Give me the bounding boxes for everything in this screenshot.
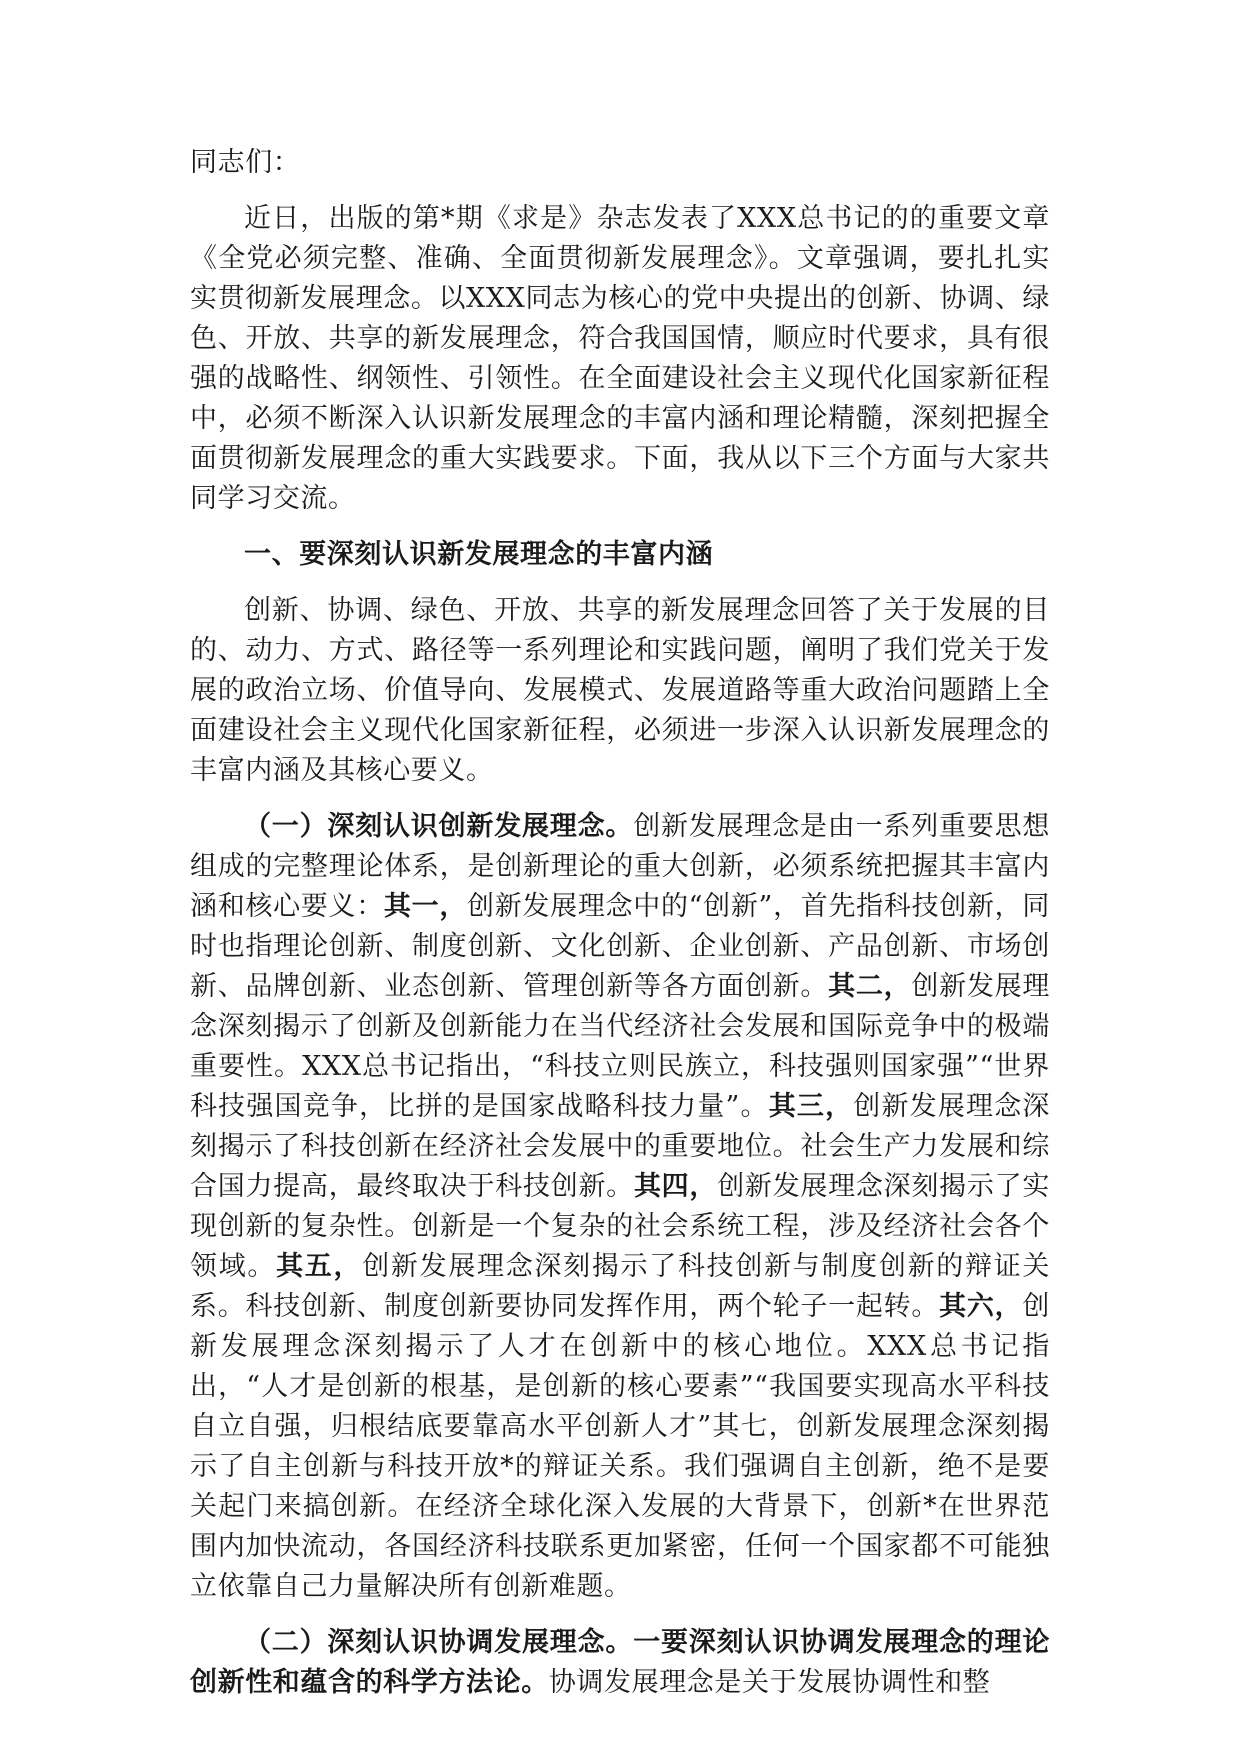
greeting: 同志们： — [190, 147, 301, 178]
document-page — [190, 143, 1050, 1719]
point-label: 其五， — [276, 1251, 363, 1282]
text-run: 创新发展理念深刻揭示了科技创新与制度创新的辩证关系。科技创新、制度创新要协同发挥作用，两个轮子一起转。 — [190, 1251, 1050, 1322]
point-label: 其六， — [939, 1291, 1023, 1322]
section-1-paragraph: 创新、协调、绿色、开放、共享的新发展理念回答了关于发展的目的、动力、方式、路径等一系列理论和实践问题，阐明了我们党关于发展的政治立场、价值导向、发展模式、发展道路等重大政治问题踏上全面建设社会主义现代化国家新征程，必须进一步深入认识新发展理念的丰富内涵及其核心要义。 — [190, 595, 1050, 786]
text-run: 创新发展理念是由一系列重要思想组成的完整理论体系，是创新理论的重大创新，必须系统把握其丰富内涵和核心要义： — [190, 811, 1050, 922]
point-label: 其四， — [633, 1171, 718, 1202]
text-run: 协调发展理念是关于发展协调性和整 — [548, 1667, 991, 1698]
text-run: 创新发展理念深刻揭示了实现创新的复杂性。创新是一个复杂的社会系统工程，涉及经济社会各个领域。 — [190, 1171, 1050, 1282]
subsection-1-paragraph — [190, 807, 1050, 1607]
section-heading-1: 一、要深刻认识新发展理念的丰富内涵 — [244, 539, 714, 570]
subsection-1-heading: （一）深刻认识创新发展理念。 — [244, 811, 634, 842]
text-run: 创新发展理念深刻揭示了人才在创新中的核心地位。XXX总书记指出，“人才是创新的根基，是创新的核心要素”“我国要实现高水平科技自立自强，归根结底要靠高水平创新人才”其七，创新发展理念深刻揭示了自主创新与科技开放*的辩证关系。我们强调自主创新，绝不是要关起门来搞创新。在经济全球化深入发展的大背景下，创新*在世界范围内加快流动，各国经济科技联系更加紧密，任何一个国家都不可能独立依靠自己力量解决所有创新难题。 — [190, 1291, 1050, 1602]
subsection-2-heading: （二）深刻认识协调发展理念。一要深刻认识协调发展理念的理论创新性和蕴含的科学方法论。 — [190, 1627, 1050, 1698]
point-label: 其二， — [828, 971, 912, 1002]
intro-paragraph: 近日，出版的第*期《求是》杂志发表了XXX总书记的的重要文章《全党必须完整、准确、全面贯彻新发展理念》。文章强调，要扎扎实实贯彻新发展理念。以XXX同志为核心的党中央提出的创新、协调、绿色、开放、共享的新发展理念，符合我国国情，顺应时代要求，具有很强的战略性、纲领性、引领性。在全面建设社会主义现代化国家新征程中，必须不断深入认识新发展理念的丰富内涵和理论精髓，深刻把握全面贯彻新发展理念的重大实践要求。下面，我从以下三个方面与大家共同学习交流。 — [190, 203, 1050, 514]
text-run: 创新发展理念中的“创新”，首先指科技创新，同时也指理论创新、制度创新、文化创新、企业创新、产品创新、市场创新、品牌创新、业态创新、管理创新等各方面创新。 — [190, 891, 1050, 1002]
text-run: 创新发展理念深刻揭示了科技创新在经济社会发展中的重要地位。社会生产力发展和综合国力提高，最终取决于科技创新。 — [190, 1091, 1050, 1202]
point-label: 其一， — [383, 891, 468, 922]
subsection-2-paragraph — [190, 1623, 1050, 1703]
text-run: 创新发展理念深刻揭示了创新及创新能力在当代经济社会发展和国际竞争中的极端重要性。XXX总书记指出，“科技立则民族立，科技强则国家强”“世界科技强国竞争，比拼的是国家战略科技力量”。 — [190, 971, 1050, 1122]
point-label: 其三， — [768, 1091, 854, 1122]
